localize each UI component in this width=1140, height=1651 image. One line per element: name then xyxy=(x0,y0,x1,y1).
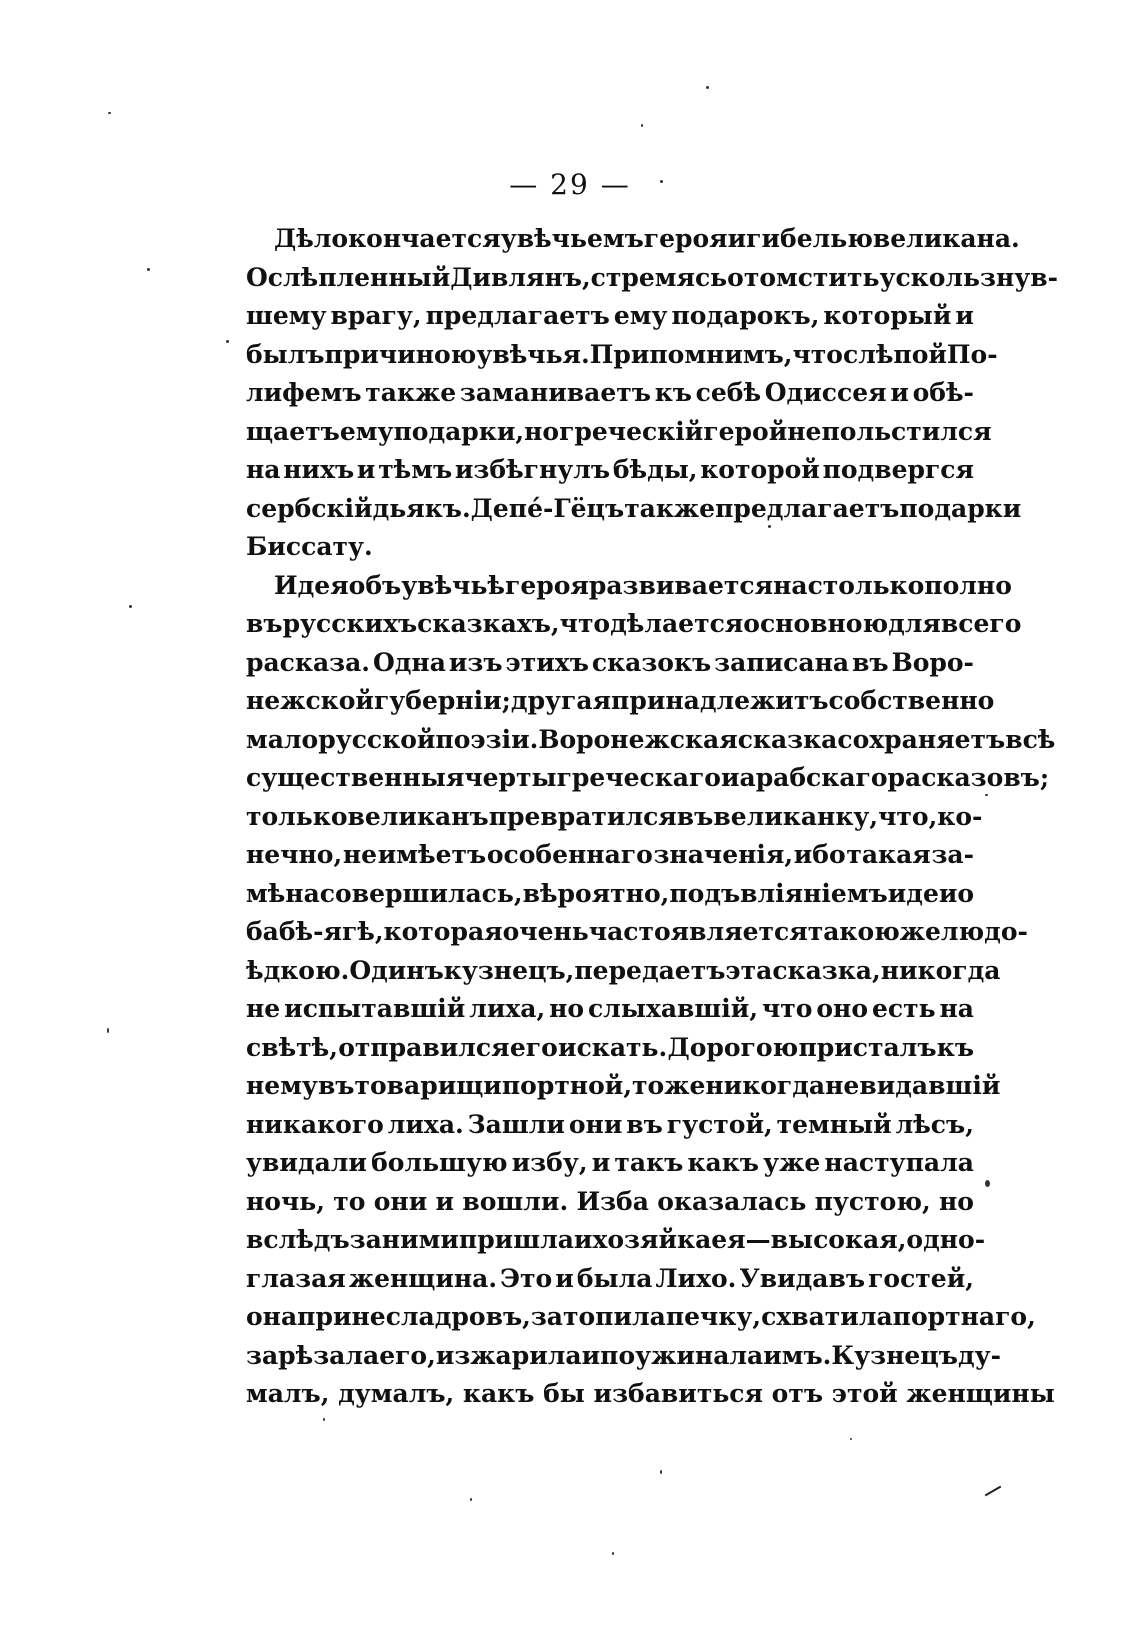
text-line: Ослѣпленный Дивлянъ, стремясь отомстить ускользнув- xyxy=(246,262,1058,292)
text-line: былъ причиною увѣчья. Припомнимъ, что слѣпой По- xyxy=(246,339,998,369)
scan-speck xyxy=(226,340,229,343)
text-line: ѣдкою. Одинъ кузнецъ, передаетъ эта сказка, никогда xyxy=(246,955,1001,985)
text-line: шему врагу, предлагаетъ ему подарокъ, который и xyxy=(246,301,974,330)
text-line: мѣна совершилась, вѣроятно, подъ вліяніемъ идеи о xyxy=(246,878,975,908)
scan-speck xyxy=(768,525,771,528)
text-line: только великанъ превратился въ великанку, что, ко- xyxy=(246,801,983,831)
scan-speck xyxy=(850,1438,852,1440)
text-line: Дѣло кончается увѣчьемъ героя и гибелью великана. xyxy=(274,224,1020,253)
text-line: вслѣдъ за ними пришла и хозяйка ея—высокая, одно- xyxy=(246,1225,986,1254)
text-line: она принесла дровъ, затопила печку, схватила портнаго, xyxy=(246,1302,1036,1331)
text-line: расказа. Одна изъ этихъ сказокъ записана въ Воро- xyxy=(246,647,974,677)
page-number: — 29 — xyxy=(509,168,631,201)
scan-speck xyxy=(641,124,643,127)
scan-speck xyxy=(706,86,709,89)
text-line: Идея объ увѣчьѣ героя развивается настолько полно xyxy=(274,570,1012,600)
text-line: не испытавшій лиха, но слыхавшій, что оно есть на xyxy=(246,994,974,1023)
text-line: малорусской поэзіи. Воронежская сказка сохраняетъ всѣ xyxy=(246,724,1056,754)
scan-speck xyxy=(323,1418,325,1421)
scan-speck xyxy=(129,605,132,608)
text-line: лифемъ также заманиваетъ къ себѣ Одиссея и обѣ- xyxy=(246,378,974,407)
text-line: нечно, не имѣетъ особеннаго значенія, ибо такая за- xyxy=(246,840,974,869)
text-line: въ русскихъ сказкахъ, что дѣлается основною для всего xyxy=(246,609,1022,638)
text-line: нему въ товарищи портной, тоже никогда не видавшій xyxy=(246,1071,1001,1100)
text-line: малъ, думалъ, какъ бы избавиться отъ этой женщины xyxy=(246,1379,1055,1408)
text-line: нежской губерніи; другая принадлежитъ собственно xyxy=(246,686,995,715)
text-line: ночь, то они и вошли. Изба оказалась пустою, но xyxy=(246,1186,974,1216)
text-line: на нихъ и тѣмъ избѣгнулъ бѣды, которой подвергся xyxy=(246,455,974,484)
text-line: увидали большую избу, и такъ какъ уже наступала xyxy=(246,1148,974,1177)
scan-mark xyxy=(985,1486,1002,1497)
scan-speck xyxy=(108,112,111,114)
scan-speck xyxy=(985,1180,990,1187)
scan-speck xyxy=(107,1028,109,1033)
text-line: свѣтѣ, отправился его искать. Дорогою присталъ къ xyxy=(246,1032,974,1062)
text-line: бабѣ-ягѣ, которая очень часто является такою же людо- xyxy=(246,917,1028,946)
scan-speck xyxy=(660,180,663,183)
text-line: зарѣзала его, изжарила и поужинала имъ. Кузнецъ ду- xyxy=(246,1340,1001,1370)
text-line: никакого лиха. Зашли они въ густой, темный лѣсъ, xyxy=(246,1109,974,1139)
text-line: сербскій дьякъ. Депе́-Гёцъ также предлагаетъ подарки xyxy=(246,493,1022,523)
scan-speck xyxy=(985,794,988,796)
body-text xyxy=(246,220,1058,1414)
scan-speck xyxy=(470,1498,472,1501)
text-line: существенныя черты греческаго и арабскаго расказовъ; xyxy=(246,763,1050,792)
text-line: щаетъ ему подарки, но греческій герой не польстился xyxy=(246,416,992,446)
text-line: глазая женщина. Это и была Лихо. Увидавъ гостей, xyxy=(246,1263,974,1293)
scan-speck xyxy=(612,1552,614,1555)
text-line: Биссату. xyxy=(246,532,373,561)
scan-speck xyxy=(660,1470,662,1474)
scan-speck xyxy=(147,268,150,271)
